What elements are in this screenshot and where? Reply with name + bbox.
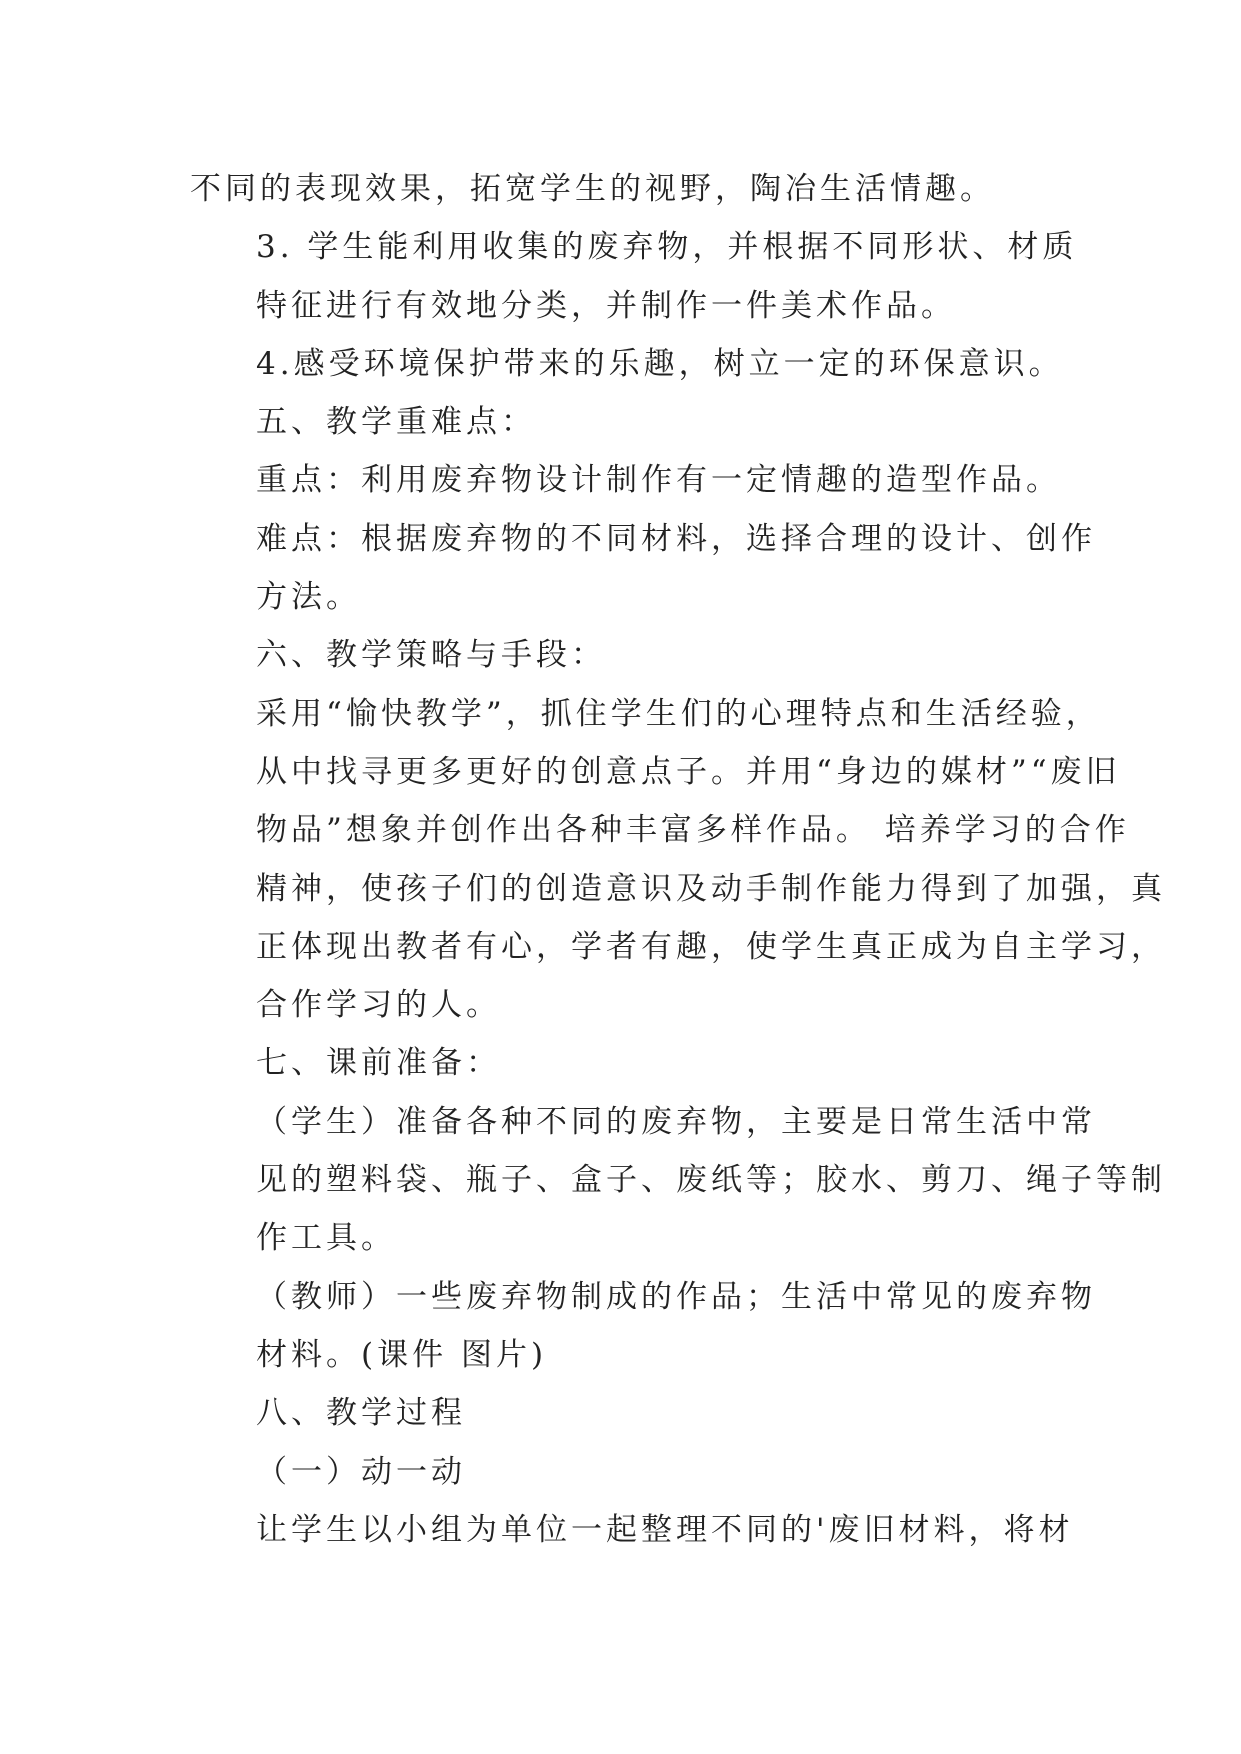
text-line: 方法。 xyxy=(256,579,361,616)
paragraph-teacher-preparation xyxy=(190,1268,1096,1385)
text-line: 3. 学生能利用收集的废弃物，并根据不同形状、材质 xyxy=(256,229,1078,266)
text-line: 物品”想象并创作出各种丰富多样作品。 培养学习的合作 xyxy=(256,812,1130,849)
section-heading-key-points xyxy=(190,393,1060,451)
paragraph-objective-4 xyxy=(190,335,1064,393)
text-line: 从中找寻更多更好的创意点子。并用“身边的媒材”“废旧 xyxy=(256,753,1121,790)
paragraph-activity-1 xyxy=(190,1501,1074,1559)
text-line: 让学生以小组为单位一起整理不同的'废旧材料，将材 xyxy=(256,1511,1074,1548)
text-line: 精神，使孩子们的创造意识及动手制作能力得到了加强，真 xyxy=(256,870,1166,907)
paragraph-key-point xyxy=(190,451,1060,509)
text-line: 六、教学策略与手段： xyxy=(256,637,606,674)
text-line: 4.感受环境保护带来的乐趣，树立一定的环保意识。 xyxy=(256,345,1064,382)
text-line: 作工具。 xyxy=(256,1220,396,1257)
text-line: 采用“愉快教学”，抓住学生们的心理特点和生活经验， xyxy=(256,695,1101,732)
text-line: 难点：根据废弃物的不同材料，选择合理的设计、创作 xyxy=(256,520,1096,557)
text-line: （教师）一些废弃物制成的作品；生活中常见的废弃物 xyxy=(256,1278,1096,1315)
paragraph-objective-3 xyxy=(190,218,1078,335)
text-line: 材料。(课件 图片) xyxy=(256,1336,548,1373)
section-heading-preparation xyxy=(190,1034,1060,1092)
paragraph-student-preparation xyxy=(190,1093,1166,1268)
subsection-heading-activity-1 xyxy=(190,1443,1060,1501)
paragraph-strategies xyxy=(190,685,1166,1035)
text-line: 八、教学过程 xyxy=(256,1395,466,1432)
section-heading-strategies xyxy=(190,626,1060,684)
text-line: 不同的表现效果，拓宽学生的视野，陶冶生活情趣。 xyxy=(190,171,995,207)
paragraph-objective-2-continued xyxy=(190,160,1060,218)
section-heading-teaching-process xyxy=(190,1384,1060,1442)
text-line: 七、课前准备： xyxy=(256,1045,501,1082)
text-line: （一）动一动 xyxy=(256,1453,466,1490)
text-line: 五、教学重难点： xyxy=(256,404,536,441)
document-body xyxy=(190,160,1166,1559)
paragraph-difficult-point xyxy=(190,510,1096,627)
text-line: （学生）准备各种不同的废弃物，主要是日常生活中常 xyxy=(256,1103,1096,1140)
text-line: 特征进行有效地分类，并制作一件美术作品。 xyxy=(256,287,956,324)
text-line: 见的塑料袋、瓶子、盒子、废纸等；胶水、剪刀、绳子等制 xyxy=(256,1162,1166,1199)
text-line: 合作学习的人。 xyxy=(256,987,501,1024)
text-line: 正体现出教者有心，学者有趣，使学生真正成为自主学习， xyxy=(256,928,1166,965)
text-line: 重点：利用废弃物设计制作有一定情趣的造型作品。 xyxy=(256,462,1061,499)
